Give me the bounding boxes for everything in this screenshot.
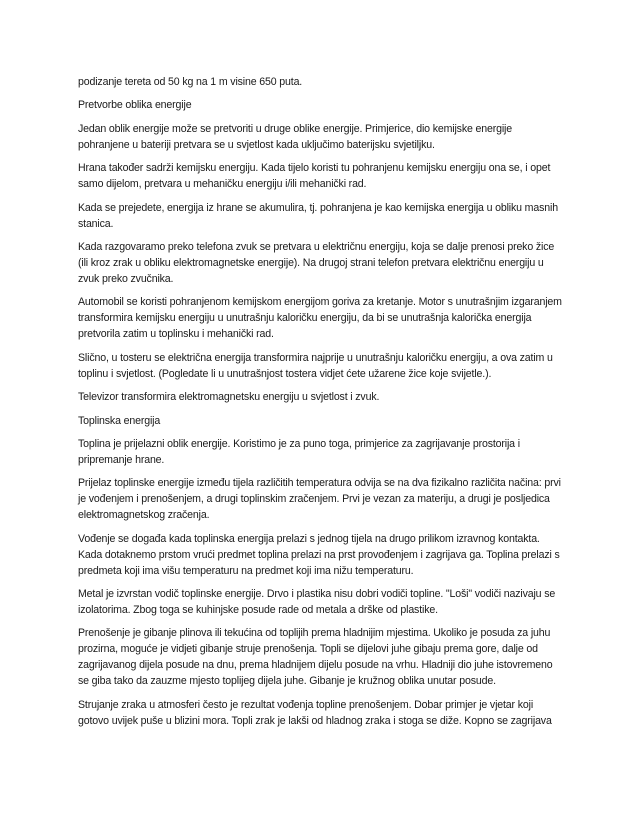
paragraph-atmosphere: Strujanje zraka u atmosferi često je rezultat vođenja topline prenošenjem. Dobar primjer je vjetar koji gotovo uvijek puše u blizini mora. Topli zrak je lakši od hladnog zraka i stoga se diže. Kopno se zagrijava <box>78 698 552 727</box>
paragraph-heat-intro: Toplina je prijelazni oblik energije. Koristimo je za puno toga, primjerice za zagrijavanje prostorija i pripremanje hrane. <box>78 437 520 466</box>
section-heading-thermal-energy: Toplinska energija <box>78 414 161 427</box>
document-body <box>78 74 562 736</box>
paragraph-conversion-intro: Jedan oblik energije može se pretvoriti u druge oblike energije. Primjerice, dio kemijske energije pohranjene u bateriji pretvara se u svjetlost kada uključimo baterijsku svjetiljku. <box>78 122 512 151</box>
paragraph-telephone: Kada razgovaramo preko telefona zvuk se pretvara u električnu energiju, koja se dalje prenosi preko žice (ili kroz zrak u obliku elektromagnetske energije). Na drugoj strani telefon pretvara električnu energiju u zvuk preko zvučnika. <box>78 240 555 285</box>
paragraph-television: Televizor transformira elektromagnetsku energiju u svjetlost i zvuk. <box>78 391 380 404</box>
paragraph-heat-transfer: Prijelaz toplinske energije između tijela različitih temperatura odvija se na dva fizikalno različita načina: prvi je vođenjem i prenošenjem, a drugi toplinskim zračenjem. Prvi je vezan za materiju, a drugi je posljedica elektromagnetskog zračenja. <box>78 477 561 522</box>
paragraph-continuation: podizanje tereta od 50 kg na 1 m visine 650 puta. <box>78 76 303 88</box>
paragraph-convection: Prenošenje je gibanje plinova ili tekućina od toplijih prema hladnijim mjestima. Ukoliko je posuda za juhu prozirna, moguće je vidjeti gibanje struje prenošenja. Topli se dijelovi juhe gibaju prema gore, dalje od zagrijavanog dijela posude na dnu, prema hladnijem dijelu posude na vrhu. Hladniji dio juhe istovremeno se giba tako da zauzme mjesto toplijeg dijela juhe. Gibanje je kružnog oblika unutar posude. <box>78 627 553 688</box>
paragraph-overeating: Kada se prejedete, energija iz hrane se akumulira, tj. pohranjena je kao kemijska energija u obliku masnih stanica. <box>78 201 558 230</box>
paragraph-conduction: Vođenje se događa kada toplinska energija prelazi s jednog tijela na drugo prilikom izravnog kontakta. Kada dotaknemo prstom vrući predmet toplina prelazi na prst provođenjem i zagrijava ga. Toplina prelazi s predmeta koji ima višu temperaturu na predmet koji ima nižu temperaturu. <box>78 532 560 577</box>
section-heading-energy-conversion: Pretvorbe oblika energije <box>78 99 192 112</box>
paragraph-automobile: Automobil se koristi pohranjenom kemijskom energijom goriva za kretanje. Motor s unutrašnjim izgaranjem transformira kemijsku energiju u unutrašnju kaloričku energiju, da bi se unutrašnja kalorička energija pretvorila zatim u toplinsku i mehanički rad. <box>78 296 562 341</box>
paragraph-toaster: Slično, u tosteru se električna energija transformira najprije u unutrašnju kaloričku energiju, a ova zatim u toplinu i svjetlost. (Pogledate li u unutrašnjost tostera vidjet ćete užarene žice koje svijetle.). <box>78 351 553 380</box>
paragraph-food-energy: Hrana također sadrži kemijsku energiju. Kada tijelo koristi tu pohranjenu kemijsku energiju ona se, i opet samo dijelom, pretvara u mehaničku energiju i/ili mehanički rad. <box>78 162 551 191</box>
paragraph-conductors: Metal je izvrstan vodič toplinske energije. Drvo i plastika nisu dobri vodiči topline. "Loši" vodiči nazivaju se izolatorima. Zbog toga se kuhinjske posude rade od metala a drške od plastike. <box>78 588 556 617</box>
